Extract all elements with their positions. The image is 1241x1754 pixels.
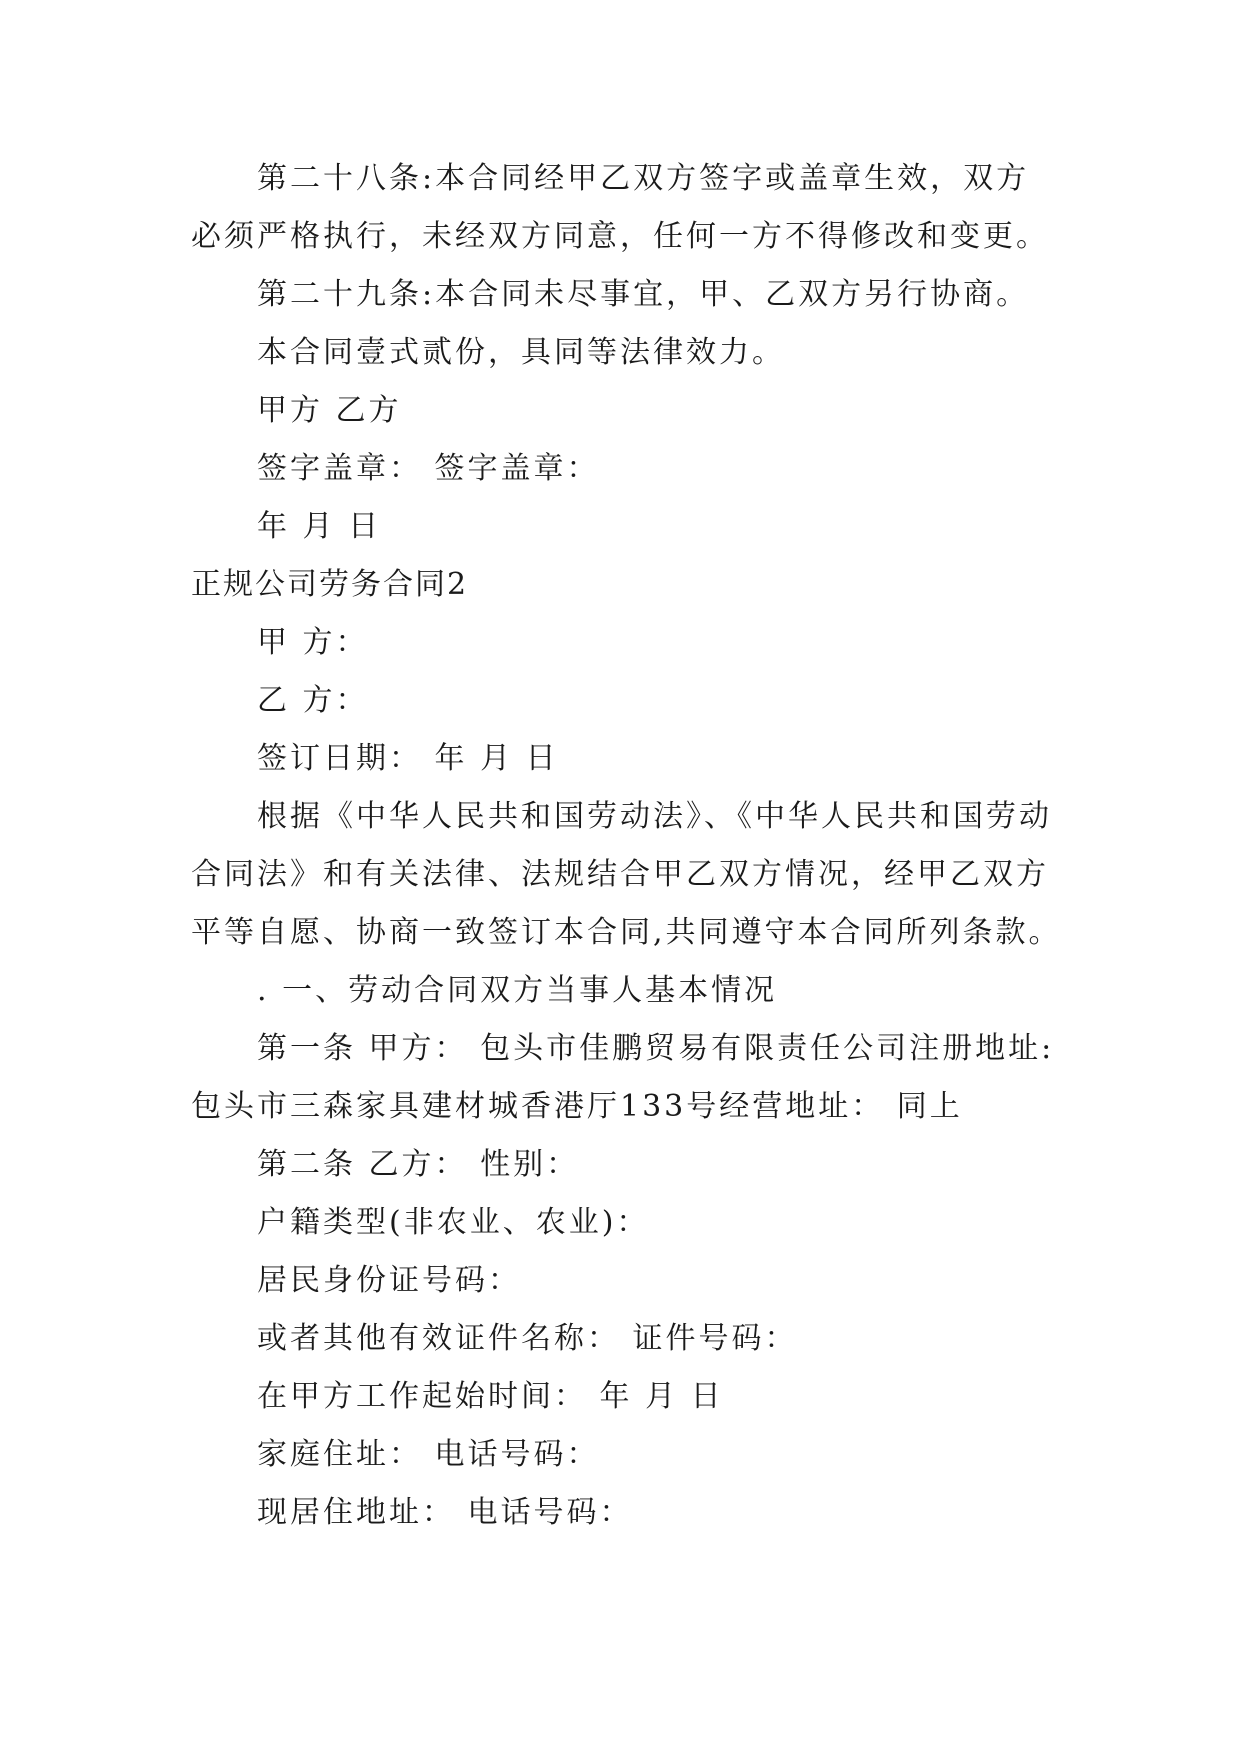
clause-28-line-2: 必须严格执行，未经双方同意，任何一方不得修改和变更。 <box>191 219 1049 254</box>
article-1-line-2: 包头市三森家具建材城香港厅133号经营地址： 同上 <box>191 1089 963 1124</box>
current-address-field: 现居住地址： 电话号码： <box>257 1495 633 1530</box>
home-address-field: 家庭住址： 电话号码： <box>257 1437 600 1472</box>
copies-statement: 本合同壹式贰份，具同等法律效力。 <box>257 335 785 370</box>
household-type-field: 户籍类型(非农业、农业)： <box>257 1205 650 1240</box>
clause-28-line-1: 第二十八条:本合同经甲乙双方签字或盖章生效，双方 <box>257 161 1030 196</box>
preamble-line-3: 平等自愿、协商一致签订本合同,共同遵守本合同所列条款。 <box>191 915 1062 950</box>
party-a-field: 甲 方： <box>257 625 369 660</box>
section-title: 正规公司劳务合同2 <box>191 567 469 602</box>
other-id-field: 或者其他有效证件名称： 证件号码： <box>257 1321 798 1356</box>
signing-date-field: 签订日期： 年 月 日 <box>257 741 559 776</box>
article-1-line-1: 第一条 甲方： 包头市佳鹏贸易有限责任公司注册地址: <box>257 1031 1055 1066</box>
party-labels: 甲方 乙方 <box>257 393 402 428</box>
preamble-line-2: 合同法》和有关法律、法规结合甲乙双方情况，经甲乙双方 <box>191 857 1049 892</box>
clause-29: 第二十九条:本合同未尽事宜，甲、乙双方另行协商。 <box>257 277 1030 312</box>
id-number-field: 居民身份证号码： <box>257 1263 521 1298</box>
preamble-line-1: 根据《中华人民共和国劳动法》、《中华人民共和国劳动 <box>257 799 1052 834</box>
date-line: 年 月 日 <box>257 509 382 544</box>
party-b-field: 乙 方： <box>257 683 369 718</box>
chapter-1-heading: . 一、劳动合同双方当事人基本情况 <box>257 973 778 1008</box>
signature-labels: 签字盖章： 签字盖章： <box>257 451 600 486</box>
start-time-field: 在甲方工作起始时间： 年 月 日 <box>257 1379 724 1414</box>
article-2-field: 第二条 乙方： 性别： <box>257 1147 580 1182</box>
